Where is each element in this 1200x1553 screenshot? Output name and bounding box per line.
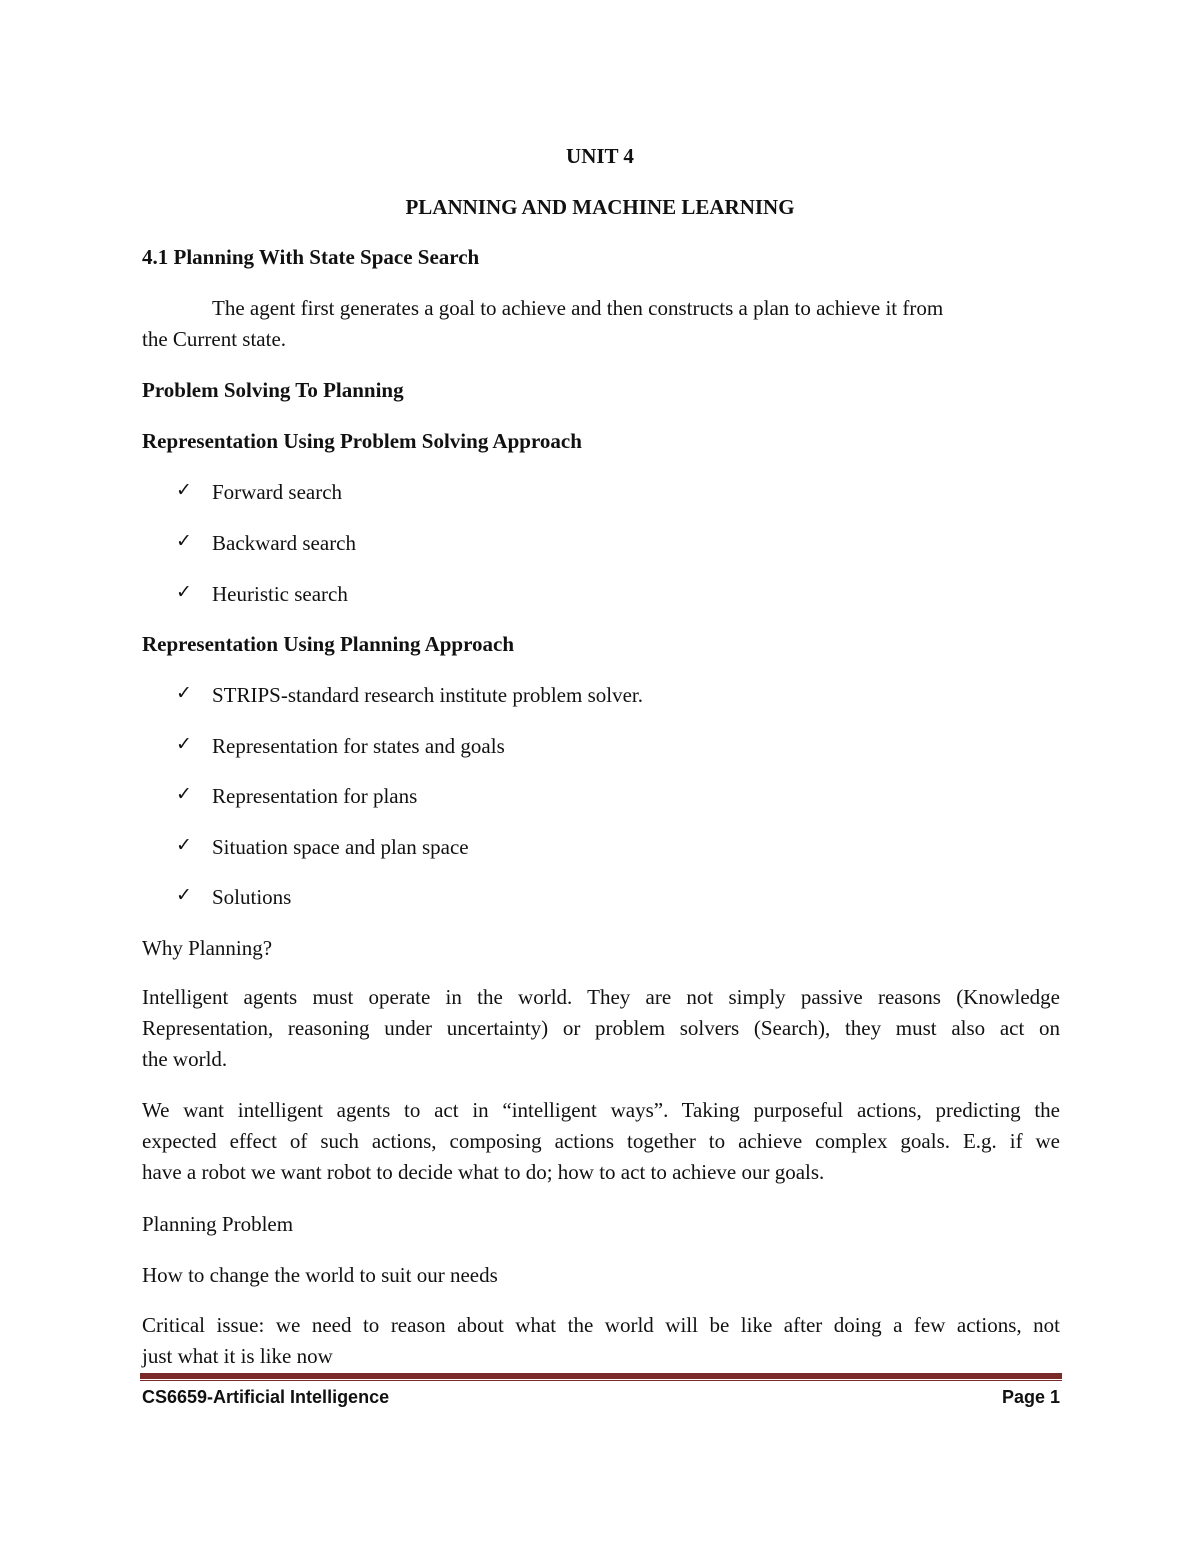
- check-icon: ✓: [176, 783, 192, 805]
- section-heading: 4.1 Planning With State Space Search: [142, 245, 480, 269]
- footer-divider-thin: [140, 1380, 1062, 1381]
- heading-representation-problem-solving: Representation Using Problem Solving Approach: [142, 429, 582, 453]
- footer-course-title: CS6659-Artificial Intelligence: [142, 1387, 390, 1407]
- paragraph-line: We want intelligent agents to act in “intelligent ways”. Taking purposeful actions, predicting the: [142, 1098, 1060, 1122]
- check-icon: ✓: [176, 733, 192, 755]
- paragraph-line: have a robot we want robot to decide what to do; how to act to achieve our goals.: [142, 1160, 825, 1184]
- check-icon: ✓: [176, 682, 192, 704]
- check-icon: ✓: [176, 884, 192, 906]
- heading-representation-planning: Representation Using Planning Approach: [142, 632, 515, 656]
- paragraph-line: the world.: [142, 1047, 228, 1071]
- intro-paragraph-line2: the Current state.: [142, 327, 287, 351]
- planning-problem-text: Planning Problem: [142, 1212, 294, 1236]
- list-item: Representation for plans: [212, 784, 418, 808]
- how-to-change-text: How to change the world to suit our needs: [142, 1263, 498, 1287]
- paragraph-intelligent-agents: [142, 982, 1060, 1075]
- paragraph-intelligent-ways: [142, 1095, 1060, 1188]
- list-item: Forward search: [212, 480, 343, 504]
- check-icon: ✓: [176, 530, 192, 552]
- list-item: Solutions: [212, 885, 292, 909]
- check-icon: ✓: [176, 479, 192, 501]
- list-item: Situation space and plan space: [212, 835, 469, 859]
- check-icon: ✓: [176, 834, 192, 856]
- heading-problem-solving: Problem Solving To Planning: [142, 378, 404, 402]
- paragraph-line: Representation, reasoning under uncertainty) or problem solvers (Search), they must also act on: [142, 1016, 1060, 1040]
- list-item: Heuristic search: [212, 582, 348, 606]
- footer-divider: [140, 1373, 1062, 1379]
- paragraph-line: Intelligent agents must operate in the world. They are not simply passive reasons (Knowledge: [142, 985, 1060, 1009]
- paragraph-line: just what it is like now: [142, 1344, 333, 1368]
- paragraph-critical-issue: [142, 1310, 1060, 1372]
- unit-title: UNIT 4: [566, 144, 634, 168]
- why-planning-text: Why Planning?: [142, 936, 273, 960]
- check-icon: ✓: [176, 581, 192, 603]
- paragraph-line: Critical issue: we need to reason about what the world will be like after doing a few actions, not: [142, 1313, 1060, 1337]
- list-item: Representation for states and goals: [212, 734, 505, 758]
- list-item: Backward search: [212, 531, 357, 555]
- main-title: PLANNING AND MACHINE LEARNING: [405, 195, 795, 219]
- list-item: STRIPS-standard research institute problem solver.: [212, 683, 644, 707]
- footer-page-number: Page 1: [1001, 1387, 1060, 1407]
- paragraph-line: expected effect of such actions, composing actions together to achieve complex goals. E.g. if we: [142, 1129, 1060, 1153]
- intro-paragraph-line1: The agent first generates a goal to achieve and then constructs a plan to achieve it from: [212, 296, 944, 320]
